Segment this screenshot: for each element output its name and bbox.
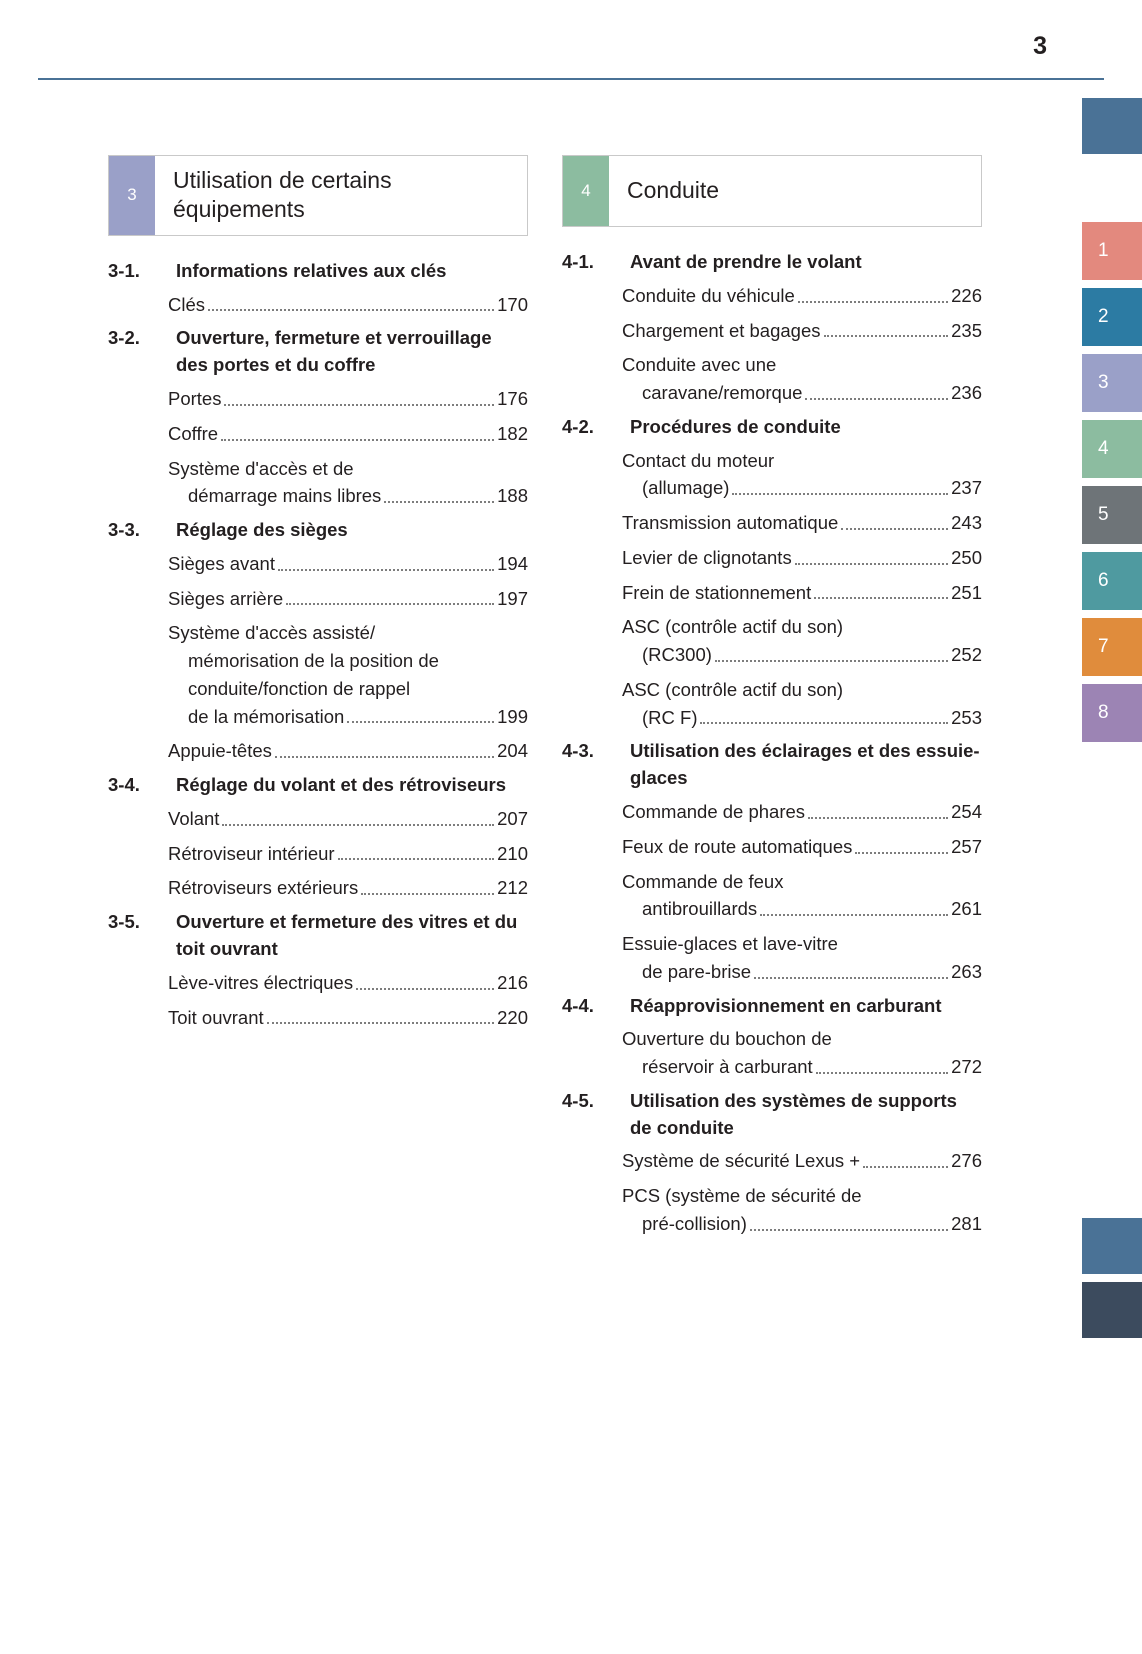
toc-entry-lastline: [622, 379, 982, 407]
toc-entry-page: 216: [497, 971, 528, 993]
section-number: 3-2.: [108, 327, 140, 349]
toc-entry-label: Commande de phares: [622, 801, 806, 822]
leader-dots: [750, 1228, 948, 1231]
toc-entry[interactable]: [562, 1182, 982, 1238]
toc-section: [562, 993, 982, 1081]
toc-entry-label: pré-collision): [642, 1212, 747, 1234]
toc-column-left: [108, 155, 528, 1038]
side-tab-strip: [1082, 98, 1142, 750]
entry-list: [108, 291, 528, 319]
section-number: 3-5.: [108, 911, 140, 933]
toc-entry-label: Conduite du véhicule: [622, 284, 795, 306]
toc-entry-page: 226: [951, 284, 982, 306]
toc-entry-label: Levier de clignotants: [622, 546, 792, 568]
leader-dots: [208, 308, 494, 311]
toc-entry-label: Commande de feux: [622, 870, 784, 892]
toc-entry-page: 182: [497, 422, 528, 444]
section-title: Avant de prendre le volant: [630, 251, 862, 272]
section-title: Ouverture et fermeture des vitres et du toit ouvrant: [176, 911, 518, 959]
leader-dots: [824, 334, 949, 337]
section-title: Ouverture, fermeture et verrouillage des portes et du coffre: [176, 327, 492, 376]
leader-dots: [715, 659, 948, 662]
side-tab-7[interactable]: [1082, 618, 1142, 676]
toc-entry-label: (RC300): [642, 644, 712, 666]
leader-dots: [816, 1071, 948, 1074]
side-tab-label: 4: [1098, 438, 1109, 459]
toc-entry-label: (allumage): [642, 477, 730, 499]
toc-entry-page: 272: [951, 1056, 982, 1078]
toc-entry[interactable]: [562, 1147, 982, 1175]
leader-dots: [732, 492, 948, 495]
side-tab-label: 8: [1098, 702, 1109, 723]
leader-dots: [267, 1021, 494, 1024]
header-divider: [38, 78, 1104, 80]
toc-entry-label: Système d'accès et de: [168, 457, 354, 479]
leader-dots: [814, 596, 948, 599]
toc-entry-label: Volant: [168, 807, 220, 829]
side-tab-4[interactable]: [1082, 420, 1142, 478]
side-tab-label: 1: [1098, 240, 1109, 261]
leader-dots: [224, 403, 494, 406]
toc-entry[interactable]: [562, 676, 982, 732]
entry-list: [562, 1147, 982, 1237]
section-heading[interactable]: [562, 249, 982, 276]
leader-dots: [278, 568, 494, 571]
side-tab-label: 5: [1098, 504, 1109, 525]
toc-entry-page: 276: [951, 1150, 982, 1172]
section-number: 3-1.: [108, 259, 140, 281]
chapter-number: 3: [109, 156, 155, 235]
section-number: 3-4.: [108, 774, 140, 796]
leader-dots: [286, 602, 494, 605]
section-list: [562, 249, 982, 1238]
toc-entry-label: Frein de stationnement: [622, 581, 812, 603]
toc-column-right: [562, 155, 982, 1245]
leader-dots: [808, 816, 948, 819]
leader-dots: [855, 851, 948, 854]
toc-entry-page: 236: [951, 382, 982, 404]
toc-entry-label: Portes: [168, 388, 222, 410]
toc-entry-label: de pare-brise: [642, 960, 752, 982]
toc-entry[interactable]: [108, 550, 528, 578]
toc-entry[interactable]: [108, 420, 528, 448]
toc-entry-label: Transmission automatique: [622, 512, 839, 534]
leader-dots: [700, 721, 948, 724]
entry-list: [562, 282, 982, 407]
toc-entry-label: Appuie-têtes: [168, 740, 272, 762]
toc-entry-page: 197: [497, 587, 528, 609]
side-tab-top[interactable]: [1082, 98, 1142, 154]
toc-entry-lastline: [622, 474, 982, 502]
toc-entry-label: antibrouillards: [642, 898, 758, 920]
section-list: [108, 258, 528, 1031]
side-tab-6[interactable]: [1082, 552, 1142, 610]
section-title: Réglage des sièges: [176, 519, 348, 541]
toc-entry-label: (RC F): [642, 706, 698, 728]
leader-dots: [805, 397, 948, 400]
entry-list: [562, 798, 982, 986]
toc-entry-page: 237: [951, 477, 982, 499]
entry-list: [562, 447, 982, 732]
side-tab-gap: [1082, 162, 1142, 222]
leader-dots: [384, 500, 494, 503]
toc-entry-page: 207: [497, 807, 528, 829]
leader-dots: [275, 755, 494, 758]
side-tab-3[interactable]: [1082, 354, 1142, 412]
toc-entry[interactable]: [108, 455, 528, 511]
section-number: 4-2.: [562, 415, 594, 437]
page-number: 3: [1033, 32, 1047, 60]
toc-entry-label: Conduite avec une: [622, 354, 777, 376]
toc-entry-label: ASC (contrôle actif du son): [622, 678, 844, 700]
toc-entry[interactable]: [108, 585, 528, 613]
section-title: Procédures de conduite: [630, 415, 841, 437]
leader-dots: [795, 562, 948, 565]
toc-entry[interactable]: [562, 613, 982, 669]
toc-entry[interactable]: [108, 1004, 528, 1032]
side-tab-5[interactable]: [1082, 486, 1142, 544]
toc-entry[interactable]: [562, 798, 982, 826]
toc-entry-page: 204: [497, 740, 528, 762]
toc-entry-page: 220: [497, 1006, 528, 1028]
toc-section: [108, 325, 528, 510]
toc-entry-lastline: [622, 1053, 982, 1081]
toc-entry-label: Contact du moteur: [622, 449, 775, 471]
section-number: 4-4.: [562, 994, 594, 1016]
leader-dots: [841, 527, 948, 530]
toc-entry-label: conduite/fonction de rappel: [188, 677, 411, 699]
toc-entry-label: Sièges avant: [168, 552, 275, 574]
chapter-title: Utilisation de certains équipements: [173, 167, 392, 223]
toc-entry-label: démarrage mains libres: [188, 485, 382, 507]
toc-entry-page: 176: [497, 388, 528, 410]
leader-dots: [361, 892, 494, 895]
toc-section: [108, 772, 528, 902]
toc-entry-page: 170: [497, 293, 528, 315]
toc-section: [108, 909, 528, 1031]
bottom-tab-1[interactable]: [1082, 1282, 1142, 1338]
toc-entry[interactable]: [108, 619, 528, 730]
toc-entry[interactable]: [562, 447, 982, 503]
bottom-tab-0[interactable]: [1082, 1218, 1142, 1274]
toc-section: [108, 517, 528, 765]
section-heading[interactable]: [562, 414, 982, 441]
toc-entry-lastline: [168, 703, 528, 731]
chapter-title: Conduite: [627, 177, 720, 204]
toc-entry-label: Système de sécurité Lexus +: [622, 1150, 861, 1172]
toc-entry-label: Feux de route automatiques: [622, 835, 853, 857]
toc-entry-label: Système d'accès assisté/: [168, 622, 376, 644]
section-title: Utilisation des systèmes de supports de conduite: [630, 1089, 957, 1138]
section-number: 3-3.: [108, 519, 140, 541]
toc-entry-label: Coffre: [168, 422, 219, 444]
toc-entry-page: 251: [951, 581, 982, 603]
section-title: Informations relatives aux clés: [176, 259, 447, 281]
toc-entry-page: 257: [951, 835, 982, 857]
chapter-header[interactable]: [108, 155, 528, 236]
section-heading[interactable]: [108, 258, 528, 285]
toc-section: [562, 249, 982, 407]
side-tab-label: 6: [1098, 570, 1109, 591]
leader-dots: [338, 857, 495, 860]
bottom-tab-strip: [1082, 1218, 1142, 1346]
toc-entry-lastline: [622, 958, 982, 986]
section-title: Utilisation des éclairages et des essuie-glaces: [630, 740, 980, 789]
toc-entry-page: 199: [497, 705, 528, 727]
side-tab-1[interactable]: [1082, 222, 1142, 280]
toc-entry-label: Rétroviseurs extérieurs: [168, 877, 359, 899]
toc-entry[interactable]: [562, 930, 982, 986]
toc-entry-label: Toit ouvrant: [168, 1006, 264, 1028]
toc-entry-page: 281: [951, 1212, 982, 1234]
toc-entry[interactable]: [562, 579, 982, 607]
leader-dots: [356, 987, 494, 990]
toc-entry-label: caravane/remorque: [642, 382, 803, 404]
toc-entry-label: Sièges arrière: [168, 587, 284, 609]
toc-entry-label: Clés: [168, 293, 206, 315]
toc-entry-page: 235: [951, 319, 982, 341]
toc-entry[interactable]: [108, 737, 528, 765]
toc-entry-label: de la mémorisation: [188, 705, 345, 727]
toc-entry[interactable]: [108, 874, 528, 902]
section-number: 4-5.: [562, 1089, 594, 1111]
side-tab-label: 7: [1098, 636, 1109, 657]
entry-list: [108, 969, 528, 1032]
toc-entry-page: 210: [497, 842, 528, 864]
toc-entry-label: Ouverture du bouchon de: [622, 1028, 832, 1050]
section-title: Réapprovisionnement en carburant: [630, 994, 942, 1016]
side-tab-label: 3: [1098, 372, 1109, 393]
toc-entry-label: Lève-vitres électriques: [168, 971, 354, 993]
leader-dots: [347, 720, 494, 723]
toc-entry[interactable]: [562, 317, 982, 345]
section-number: 4-3.: [562, 740, 594, 762]
toc-entry[interactable]: [562, 351, 982, 407]
entry-list: [562, 1025, 982, 1081]
leader-dots: [863, 1165, 948, 1168]
toc-entry[interactable]: [562, 509, 982, 537]
toc-entry-label: Rétroviseur intérieur: [168, 842, 335, 864]
toc-entry-page: 212: [497, 877, 528, 899]
leader-dots: [798, 300, 948, 303]
side-tab-2[interactable]: [1082, 288, 1142, 346]
leader-dots: [760, 913, 948, 916]
toc-section: [562, 414, 982, 732]
toc-entry-lastline: [622, 895, 982, 923]
toc-entry[interactable]: [562, 833, 982, 861]
toc-entry-page: 252: [951, 644, 982, 666]
toc-section: [562, 738, 982, 985]
section-heading[interactable]: [108, 325, 528, 379]
toc-entry-label: ASC (contrôle actif du son): [622, 616, 844, 638]
toc-entry-label: Essuie-glaces et lave-vitre: [622, 933, 838, 954]
toc-entry-label: mémorisation de la position de: [188, 650, 439, 672]
toc-entry[interactable]: [562, 282, 982, 310]
section-title: Réglage du volant et des rétroviseurs: [176, 774, 507, 796]
section-heading[interactable]: [562, 993, 982, 1020]
section-heading[interactable]: [562, 738, 982, 792]
toc-entry-label: réservoir à carburant: [642, 1056, 813, 1078]
leader-dots: [754, 976, 948, 979]
toc-entry-page: 261: [951, 898, 982, 920]
section-heading[interactable]: [562, 1088, 982, 1142]
leader-dots: [222, 823, 494, 826]
toc-entry-page: 253: [951, 706, 982, 728]
toc-entry-lastline: [622, 641, 982, 669]
toc-entry[interactable]: [108, 969, 528, 997]
toc-entry-lastline: [168, 482, 528, 510]
section-heading[interactable]: [108, 772, 528, 799]
toc-entry-page: 188: [497, 485, 528, 507]
toc-entry[interactable]: [108, 385, 528, 413]
entry-list: [108, 385, 528, 510]
toc-entry[interactable]: [562, 868, 982, 924]
section-heading[interactable]: [108, 517, 528, 544]
toc-entry[interactable]: [108, 805, 528, 833]
toc-entry-label: Chargement et bagages: [622, 319, 821, 341]
toc-section: [108, 258, 528, 319]
section-number: 4-1.: [562, 251, 594, 272]
toc-entry-lastline: [622, 704, 982, 732]
side-tab-label: 2: [1098, 306, 1109, 327]
toc-entry-page: 194: [497, 552, 528, 574]
toc-entry-page: 243: [951, 512, 982, 534]
side-tab-8[interactable]: [1082, 684, 1142, 742]
toc-entry[interactable]: [108, 840, 528, 868]
toc-section: [562, 1088, 982, 1238]
toc-entry-lastline: [622, 1210, 982, 1238]
toc-entry[interactable]: [562, 1025, 982, 1081]
toc-entry[interactable]: [108, 291, 528, 319]
entry-list: [108, 550, 528, 765]
toc-entry-page: 250: [951, 546, 982, 568]
chapter-number: 4: [563, 156, 609, 226]
toc-entry-label: PCS (système de sécurité de: [622, 1185, 862, 1207]
section-heading[interactable]: [108, 909, 528, 963]
entry-list: [108, 805, 528, 902]
chapter-header[interactable]: [562, 155, 982, 227]
toc-entry-page: 254: [951, 801, 982, 822]
toc-entry[interactable]: [562, 544, 982, 572]
leader-dots: [221, 438, 494, 441]
toc-entry-page: 263: [951, 960, 982, 982]
